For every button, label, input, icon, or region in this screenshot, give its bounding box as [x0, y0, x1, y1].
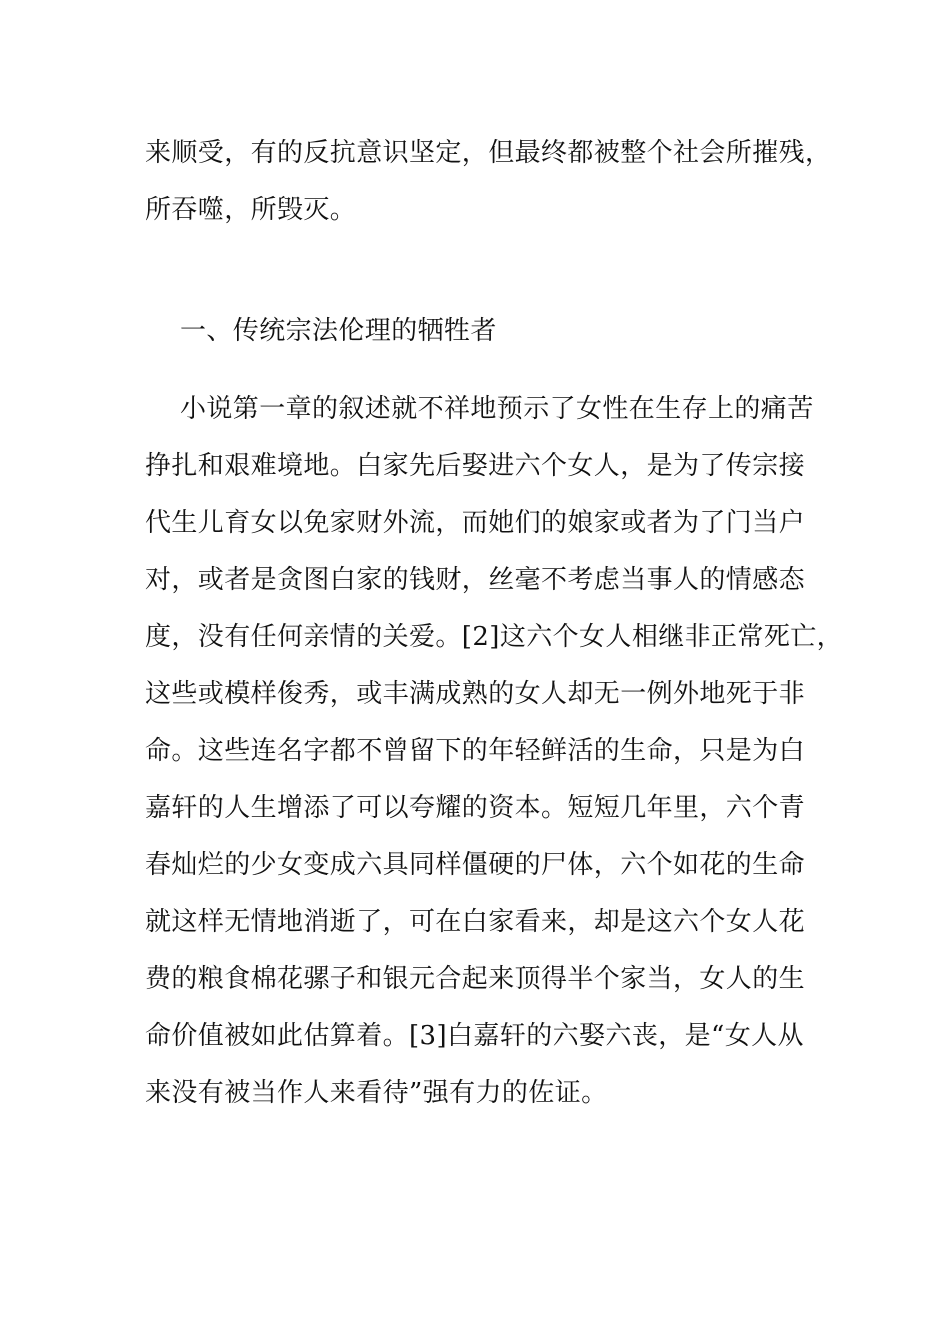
- paragraph-line-3: 代生儿育女以免家财外流，而她们的娘家或者为了门当户: [145, 508, 806, 538]
- intro-line-1: 来顺受，有的反抗意识坚定，但最终都被整个社会所摧残，: [145, 138, 832, 168]
- paragraph-line-12: 命价值被如此估算着。[3]白嘉轩的六娶六丧，是“女人从: [145, 1021, 804, 1051]
- paragraph-line-6: 这些或模样俊秀，或丰满成熟的女人却无一例外地死于非: [145, 679, 806, 709]
- paragraph-line-8: 嘉轩的人生增添了可以夸耀的资本。短短几年里，六个青: [145, 793, 806, 823]
- paragraph-line-4: 对，或者是贪图白家的钱财，丝毫不考虑当事人的情感态: [145, 565, 806, 595]
- intro-line-2: 所吞噬，所毁灭。: [145, 195, 357, 225]
- paragraph-line-5: 度，没有任何亲情的关爱。[2]这六个女人相继非正常死亡，: [145, 622, 844, 652]
- paragraph-line-9: 春灿烂的少女变成六具同样僵硬的尸体，六个如花的生命: [145, 850, 806, 880]
- section-heading: 一、传统宗法伦理的牺牲者: [180, 316, 497, 346]
- paragraph-line-7: 命。这些连名字都不曾留下的年轻鲜活的生命，只是为白: [145, 736, 806, 766]
- paragraph-line-10: 就这样无情地消逝了，可在白家看来，却是这六个女人花: [145, 907, 806, 937]
- paragraph-line-13: 来没有被当作人来看待”强有力的佐证。: [145, 1078, 608, 1108]
- paragraph-line-2: 挣扎和艰难境地。白家先后娶进六个女人，是为了传宗接: [145, 451, 806, 481]
- paragraph-line-1: 小说第一章的叙述就不祥地预示了女性在生存上的痛苦: [180, 394, 814, 424]
- paragraph-line-11: 费的粮食棉花骡子和银元合起来顶得半个家当，女人的生: [145, 964, 806, 994]
